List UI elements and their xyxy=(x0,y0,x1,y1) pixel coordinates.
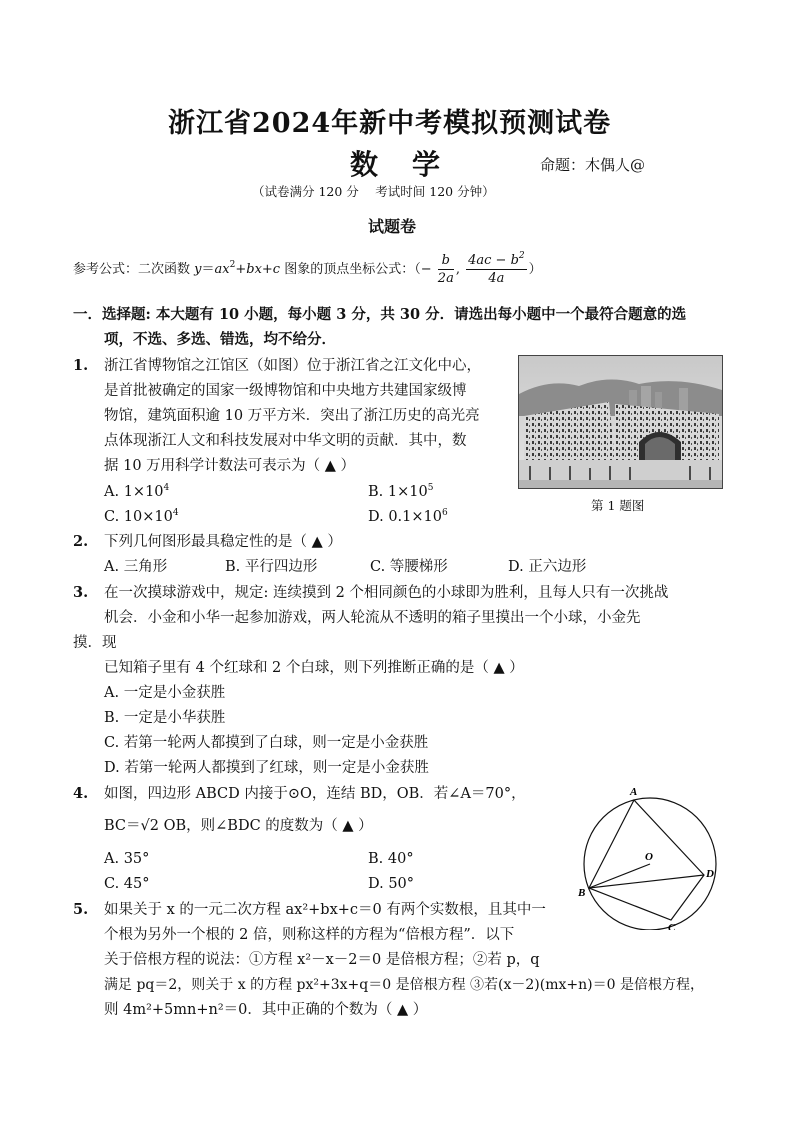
formula-rhs-sup: 2 xyxy=(229,260,236,270)
q4-option-d: D. 50° xyxy=(368,876,415,892)
frac2-num xyxy=(466,252,527,270)
q2-number: 2. xyxy=(73,533,89,550)
q1-option-a xyxy=(104,482,169,502)
q3-line-1: 在一次摸球游戏中，规定: 连续摸到 2 个相同颜色的小球即为胜利，且每人只有一次挑战 xyxy=(104,585,669,601)
formula-equals: ＝ xyxy=(201,262,215,277)
q2-option-c: C. 等腰梯形 xyxy=(370,559,448,575)
formula-label2: 图象的顶点坐标公式： xyxy=(284,262,415,277)
q2-stem: 下列几何图形最具稳定性的是（ ▲ ） xyxy=(104,534,342,550)
q1-option-d-exp: 6 xyxy=(442,508,448,518)
frac2-num-text: 4ac − b xyxy=(468,253,519,268)
q1-line-3: 物馆，建筑面积逾 10 万平方米．突出了浙江历史的高光亮 xyxy=(104,408,480,424)
q1-option-a-base: A. 1×10 xyxy=(104,484,164,500)
formula-label: 参考公式：二次函数 xyxy=(73,262,191,277)
label-b: B xyxy=(578,887,586,899)
q1-line-2: 是首批被确定的国家一级博物馆和中央地方共建国家级博 xyxy=(104,383,467,399)
formula-open: （− xyxy=(414,262,432,277)
q3-option-a: A. 一定是小金获胜 xyxy=(104,685,226,701)
q4-number: 4. xyxy=(73,785,89,802)
q1-option-b-base: B. 1×10 xyxy=(368,484,428,500)
q4-option-b: B. 40° xyxy=(368,851,414,867)
q5-line-5: 则 4m²+5mn+n²＝0．其中正确的个数为（ ▲ ） xyxy=(104,1002,428,1018)
formula-close: ） xyxy=(528,262,542,277)
part1-heading-line1: 一．选择题: 本大题有 10 小题，每小题 3 分，共 30 分．请选出每小题中一个最符合题意的选 xyxy=(73,306,687,323)
q1-option-c-exp: 4 xyxy=(172,508,179,518)
q1-option-c-base: C. 10×10 xyxy=(104,509,173,525)
q1-line-4: 点体现浙江人文和科技发展对中华文明的贡献．其中，数 xyxy=(104,433,467,449)
q1-option-c xyxy=(104,507,179,527)
formula-rhs-2: +bx+c xyxy=(235,262,281,277)
q5-number: 5. xyxy=(73,901,89,918)
formula-comma: , xyxy=(455,262,460,277)
q2-option-b: B. 平行四边形 xyxy=(225,559,318,575)
subject-title: 数学 xyxy=(350,148,475,181)
q4-circle-figure xyxy=(572,780,722,930)
q1-option-d-base: D. 0.1×10 xyxy=(368,509,442,525)
q1-option-b xyxy=(368,482,433,502)
q4-line-1: 如图，四边形 ABCD 内接于⊙O，连结 BD，OB．若∠A＝70°， xyxy=(104,786,526,802)
label-c: C xyxy=(668,922,676,930)
q5-line-3: 关于倍根方程的说法：①方程 x²－x－2＝0 是倍根方程；②若 p，q xyxy=(104,952,540,968)
q3-line-4: 已知箱子里有 4 个红球和 2 个白球，则下列推断正确的是（ ▲ ） xyxy=(104,660,524,676)
q4-option-a: A. 35° xyxy=(104,851,150,867)
reference-formula xyxy=(73,252,542,287)
q4-line-2: BC＝√2 OB，则∠BDC 的度数为（ ▲ ） xyxy=(104,818,373,834)
q3-option-d: D. 若第一轮两人都摸到了红球，则一定是小金获胜 xyxy=(104,760,429,776)
museum-photo xyxy=(518,355,723,489)
frac1-den: 2a xyxy=(437,271,454,286)
formula-rhs-1: ax xyxy=(214,262,230,277)
q1-line-1: 浙江省博物馆之江馆区（如图）位于浙江省之江文化中心， xyxy=(104,358,481,374)
exam-info: （试卷满分 120 分 考试时间 120 分钟） xyxy=(252,184,495,199)
frac2-num-sup: 2 xyxy=(518,251,525,261)
q3-number: 3. xyxy=(73,584,89,601)
q1-option-b-exp: 5 xyxy=(427,483,434,493)
q3-option-c: C. 若第一轮两人都摸到了白球，则一定是小金获胜 xyxy=(104,735,429,751)
exam-title: 浙江省2024年新中考模拟预测试卷 xyxy=(168,108,612,139)
vertex-y-fraction xyxy=(466,252,527,287)
q1-number: 1. xyxy=(73,357,89,374)
q1-figure-caption: 第 1 题图 xyxy=(591,498,645,513)
q1-option-d xyxy=(368,507,448,527)
q5-line-4: 满足 pq＝2，则关于 x 的方程 px²+3x+q＝0 是倍根方程 ③若(x－2)(mx+n)＝0 是倍根方程， xyxy=(104,977,704,993)
q1-option-a-exp: 4 xyxy=(163,483,170,493)
q2-option-d: D. 正六边形 xyxy=(508,559,587,575)
label-o: O xyxy=(645,851,653,863)
q5-line-1: 如果关于 x 的一元二次方程 ax²+bx+c＝0 有两个实数根，且其中一 xyxy=(104,902,546,918)
q1-line-5: 据 10 万用科学计数法可表示为（ ▲ ） xyxy=(104,458,356,474)
q3-option-b: B. 一定是小华获胜 xyxy=(104,710,226,726)
formula-func-y: y xyxy=(194,262,202,277)
label-d: D xyxy=(706,868,714,880)
label-a: A xyxy=(630,786,638,798)
q2-option-a: A. 三角形 xyxy=(104,559,168,575)
frac2-den: 4a xyxy=(488,271,505,286)
museum-illustration xyxy=(519,356,722,488)
frac1-num: b xyxy=(438,252,454,270)
author-line: 命题：木偶人@ xyxy=(540,156,646,174)
section-title: 试题卷 xyxy=(368,217,417,236)
vertex-x-fraction xyxy=(438,252,454,287)
part1-heading-line2: 项，不选、多选、错选，均不给分． xyxy=(104,331,336,348)
q3-line-3: 摸．现 xyxy=(73,635,117,651)
q4-option-c: C. 45° xyxy=(104,876,150,892)
q5-line-2: 个根为另外一个根的 2 倍，则称这样的方程为“倍根方程”．以下 xyxy=(104,927,515,943)
q3-line-2: 机会．小金和小华一起参加游戏，两人轮流从不透明的箱子里摸出一个小球，小金先 xyxy=(104,610,641,626)
